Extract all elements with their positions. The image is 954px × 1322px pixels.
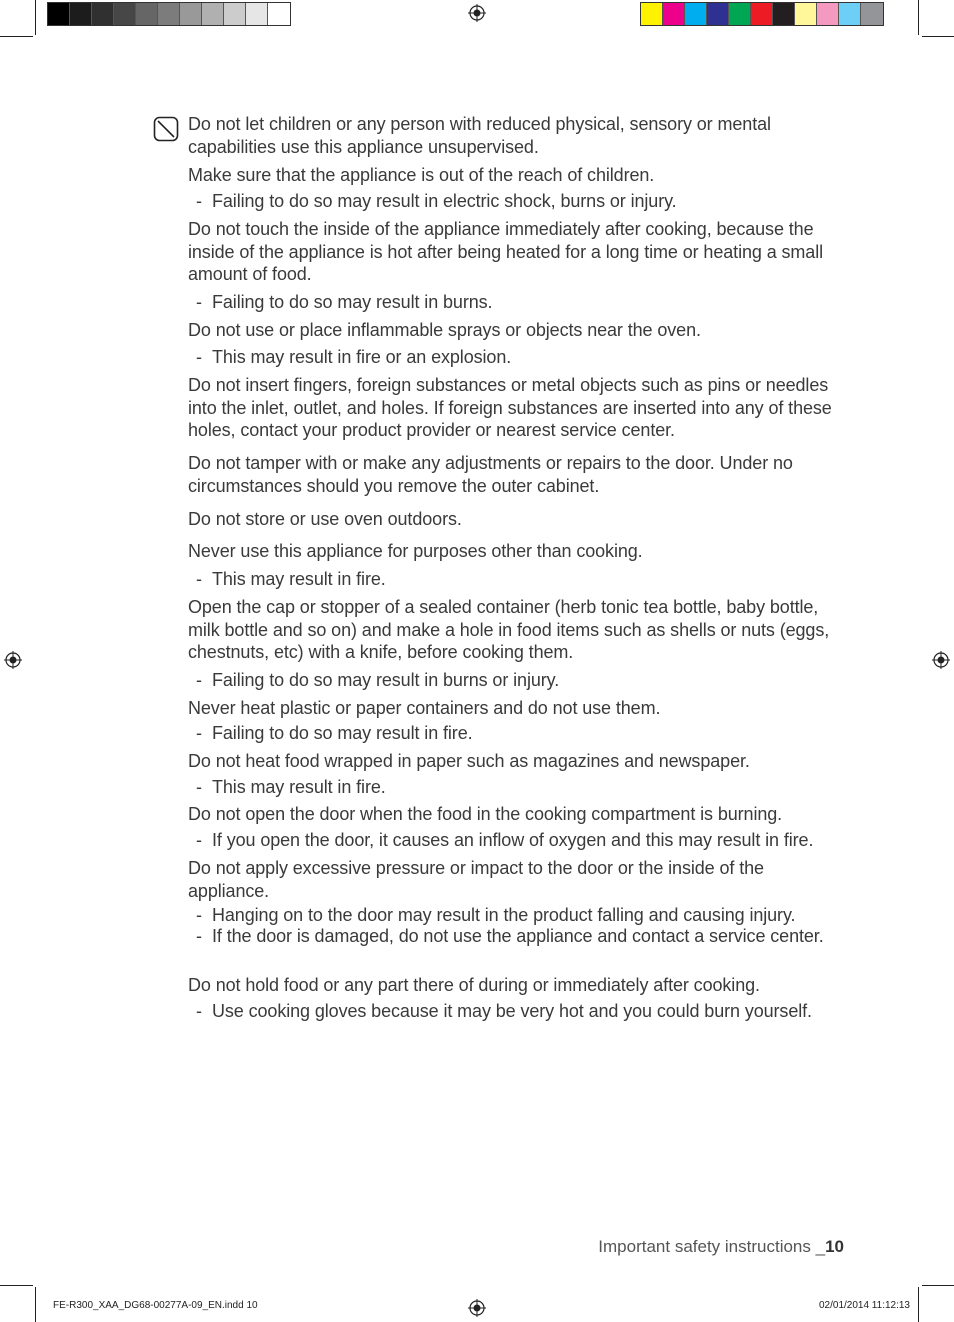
color-swatch [861, 3, 883, 25]
instruction-bullet: - Hanging on to the door may result in the product falling and causing injury. [196, 905, 796, 925]
crop-mark [35, 0, 36, 35]
color-swatch [817, 3, 839, 25]
instruction-paragraph: Open the cap or stopper of a sealed container (herb tonic tea bottle, baby bottle, milk bottle and so on) and make a hole in food items such as shells or nuts (eggs, chestnuts, etc) with a knife, before cooking them. [188, 597, 830, 662]
no-prohibited-icon [153, 116, 179, 142]
crop-mark [0, 36, 33, 37]
page-footer [598, 1237, 844, 1257]
instruction-paragraph: Make sure that the appliance is out of the reach of children. [188, 165, 655, 185]
color-swatch [224, 3, 246, 25]
grayscale-swatch-bar [47, 2, 291, 26]
color-swatch [685, 3, 707, 25]
color-swatch [795, 3, 817, 25]
slug-datetime: 02/01/2014 11:12:13 [818, 1300, 910, 1311]
instruction-bullet: - Failing to do so may result in burns. [196, 292, 493, 312]
color-swatch [773, 3, 795, 25]
section-title: Important safety instructions _ [598, 1237, 826, 1256]
instruction-paragraph: Do not touch the inside of the appliance immediately after cooking, because the inside of the appliance is hot after being heated for a long time or heating a small amount of food. [188, 219, 824, 284]
bullet-dash: - [196, 905, 202, 925]
slug-filename: FE-R300_XAA_DG68-00277A-09_EN.indd 10 [53, 1300, 258, 1311]
color-swatch [751, 3, 773, 25]
crop-mark [0, 1285, 33, 1286]
instruction-paragraph: Do not let children or any person with reduced physical, sensory or mental capabilities use this appliance unsupervised. [188, 114, 771, 157]
instruction-bullet: - Failing to do so may result in burns or injury. [196, 670, 560, 690]
bullet-dash: - [196, 926, 202, 946]
color-swatch [663, 3, 685, 25]
instruction-bullet: - If the door is damaged, do not use the appliance and contact a service center. [196, 926, 824, 946]
color-swatch [48, 3, 70, 25]
color-swatch [70, 3, 92, 25]
color-swatch [114, 3, 136, 25]
bullet-dash: - [196, 347, 202, 367]
color-swatch [268, 3, 290, 25]
color-swatch [158, 3, 180, 25]
instruction-bullet: - Use cooking gloves because it may be very hot and you could burn yourself. [196, 1001, 812, 1021]
color-swatch [202, 3, 224, 25]
instruction-bullet: - Failing to do so may result in fire. [196, 723, 473, 743]
crop-mark [918, 1287, 919, 1322]
instruction-bullet: - Failing to do so may result in electric shock, burns or injury. [196, 191, 677, 211]
bullet-dash: - [196, 670, 202, 690]
page-number: 10 [825, 1237, 844, 1256]
instruction-paragraph: Never heat plastic or paper containers and do not use them. [188, 698, 661, 718]
instruction-paragraph: Do not hold food or any part there of during or immediately after cooking. [188, 975, 760, 995]
instruction-bullet: - This may result in fire. [196, 569, 386, 589]
instruction-paragraph: Do not apply excessive pressure or impact to the door or the inside of the appliance. [188, 858, 764, 901]
instruction-paragraph: Do not heat food wrapped in paper such as magazines and newspaper. [188, 751, 750, 771]
instruction-bullet: - This may result in fire or an explosion. [196, 347, 512, 367]
color-swatch [729, 3, 751, 25]
color-swatch [641, 3, 663, 25]
color-swatch [707, 3, 729, 25]
color-swatch [246, 3, 268, 25]
color-swatch [839, 3, 861, 25]
bullet-dash: - [196, 777, 202, 797]
color-swatch [180, 3, 202, 25]
color-swatch-bar [640, 2, 884, 26]
crop-mark [918, 0, 919, 35]
bullet-dash: - [196, 723, 202, 743]
bullet-dash: - [196, 1001, 202, 1021]
bullet-dash: - [196, 292, 202, 312]
instruction-bullet: - This may result in fire. [196, 777, 386, 797]
registration-mark-icon [932, 651, 950, 669]
color-swatch [136, 3, 158, 25]
bullet-dash: - [196, 830, 202, 850]
bullet-dash: - [196, 191, 202, 211]
instruction-paragraph: Do not store or use oven outdoors. [188, 509, 462, 529]
instruction-paragraph: Do not use or place inflammable sprays or objects near the oven. [188, 320, 701, 340]
registration-mark-icon [468, 1299, 486, 1317]
crop-mark [922, 1285, 954, 1286]
bullet-dash: - [196, 569, 202, 589]
registration-mark-icon [468, 4, 486, 22]
crop-mark [922, 36, 954, 37]
instruction-paragraph: Never use this appliance for purposes other than cooking. [188, 541, 643, 561]
color-swatch [92, 3, 114, 25]
instruction-paragraph: Do not insert fingers, foreign substances or metal objects such as pins or needles into the inlet, outlet, and holes. If foreign substances are inserted into any of these holes, contact your product provider or nearest service center. [188, 375, 832, 440]
crop-mark [35, 1287, 36, 1322]
registration-mark-icon [4, 651, 22, 669]
instruction-paragraph: Do not tamper with or make any adjustments or repairs to the door. Under no circumstances should you remove the outer cabinet. [188, 453, 793, 496]
instruction-paragraph: Do not open the door when the food in the cooking compartment is burning. [188, 804, 783, 824]
instruction-bullet: - If you open the door, it causes an inflow of oxygen and this may result in fire. [196, 830, 814, 850]
